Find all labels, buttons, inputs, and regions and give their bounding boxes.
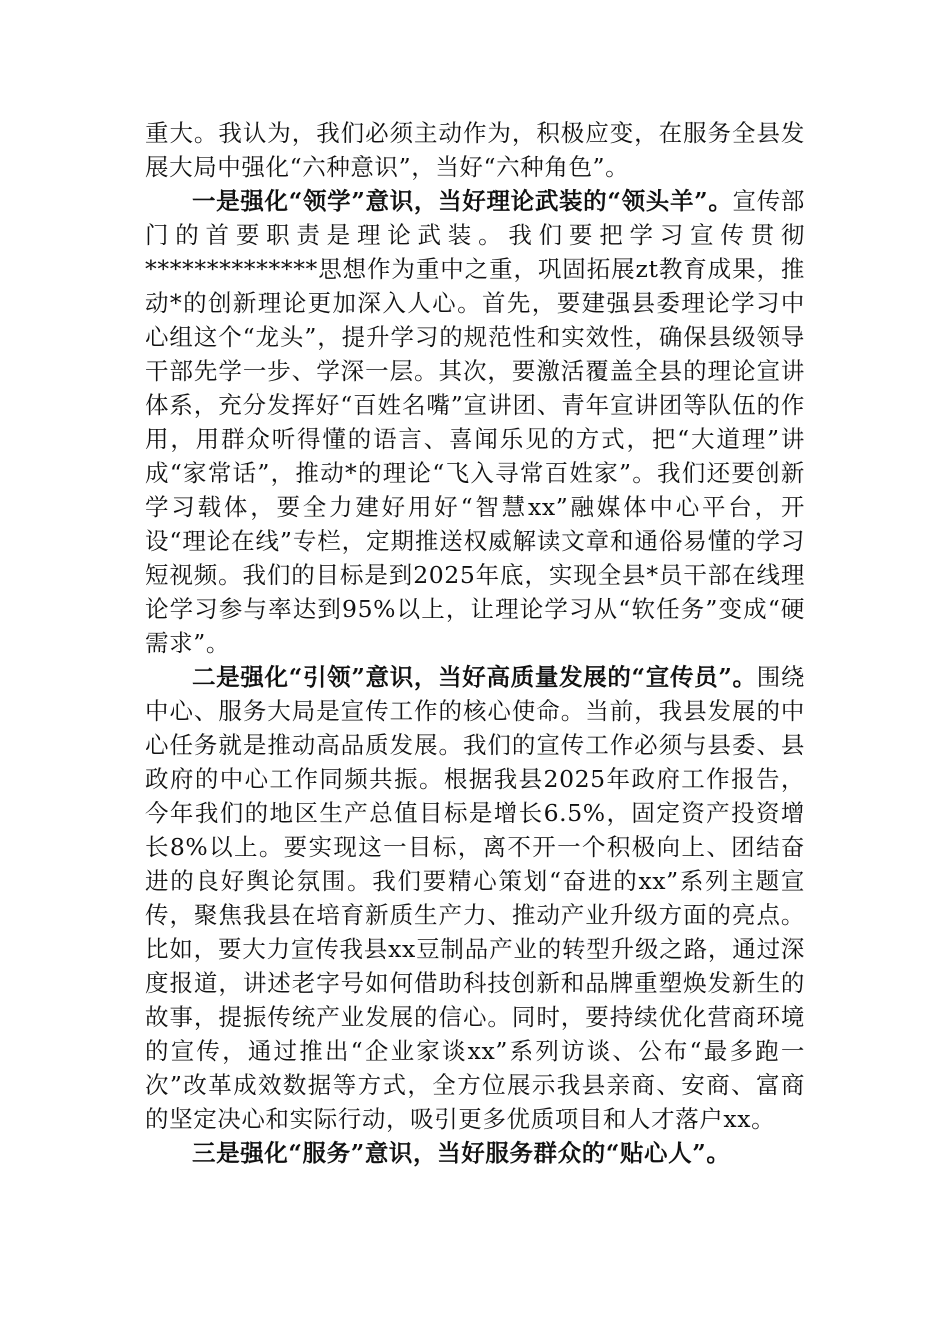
paragraph-section-1 [145, 184, 805, 660]
paragraph-section-2 [145, 660, 805, 1136]
section-heading: 一是强化“领学”意识，当好理论武装的“领头羊”。 [192, 187, 733, 215]
document-body [145, 116, 805, 1170]
paragraph-text: 围绕中心、服务大局是宣传工作的核心使命。当前，我县发展的中心任务就是推动高品质发展。我们的宣传工作必须与县委、县政府的中心工作同频共振。根据我县2025年政府工作报告，今年我们的地区生产总值目标是增长6.5%，固定资产投资增长8%以上。要实现这一目标，离不开一个积极向上、团结奋进的良好舆论氛围。我们要精心策划“奋进的xx”系列主题宣传，聚焦我县在培育新质生产力、推动产业升级方面的亮点。比如，要大力宣传我县xx豆制品产业的转型升级之路，通过深度报道，讲述老字号如何借助科技创新和品牌重塑焕发新生的故事，提振传统产业发展的信心。同时，要持续优化营商环境的宣传，通过推出“企业家谈xx”系列访谈、公布“最多跑一次”改革成效数据等方式，全方位展示我县亲商、安商、富商的坚定决心和实际行动，吸引更多优质项目和人才落户xx。 [145, 663, 805, 1133]
section-heading: 三是强化“服务”意识，当好服务群众的“贴心人”。 [192, 1139, 731, 1167]
section-heading: 二是强化“引领”意识，当好高质量发展的“宣传员”。 [192, 663, 757, 691]
paragraph-text: 宣传部门的首要职责是理论武装。我们要把学习宣传贯彻**************思想作为重中之重，巩固拓展zt教育成果，推动*的创新理论更加深入人心。首先，要建强县委理论学习中心组这个“龙头”，提升学习的规范性和实效性，确保县级领导干部先学一步、学深一层。其次，要激活覆盖全县的理论宣讲体系，充分发挥好“百姓名嘴”宣讲团、青年宣讲团等队伍的作用，用群众听得懂的语言、喜闻乐见的方式，把“大道理”讲成“家常话”，推动*的理论“飞入寻常百姓家”。我们还要创新学习载体，要全力建好用好“智慧xx”融媒体中心平台，开设“理论在线”专栏，定期推送权威解读文章和通俗易懂的学习短视频。我们的目标是到2025年底，实现全县*员干部在线理论学习参与率达到95%以上，让理论学习从“软任务”变成“硬需求”。 [145, 187, 805, 657]
paragraph-text: 重大。我认为，我们必须主动作为，积极应变，在服务全县发展大局中强化“六种意识”，当好“六种角色”。 [145, 119, 805, 181]
paragraph-section-3 [145, 1136, 805, 1170]
paragraph-intro [145, 116, 805, 184]
